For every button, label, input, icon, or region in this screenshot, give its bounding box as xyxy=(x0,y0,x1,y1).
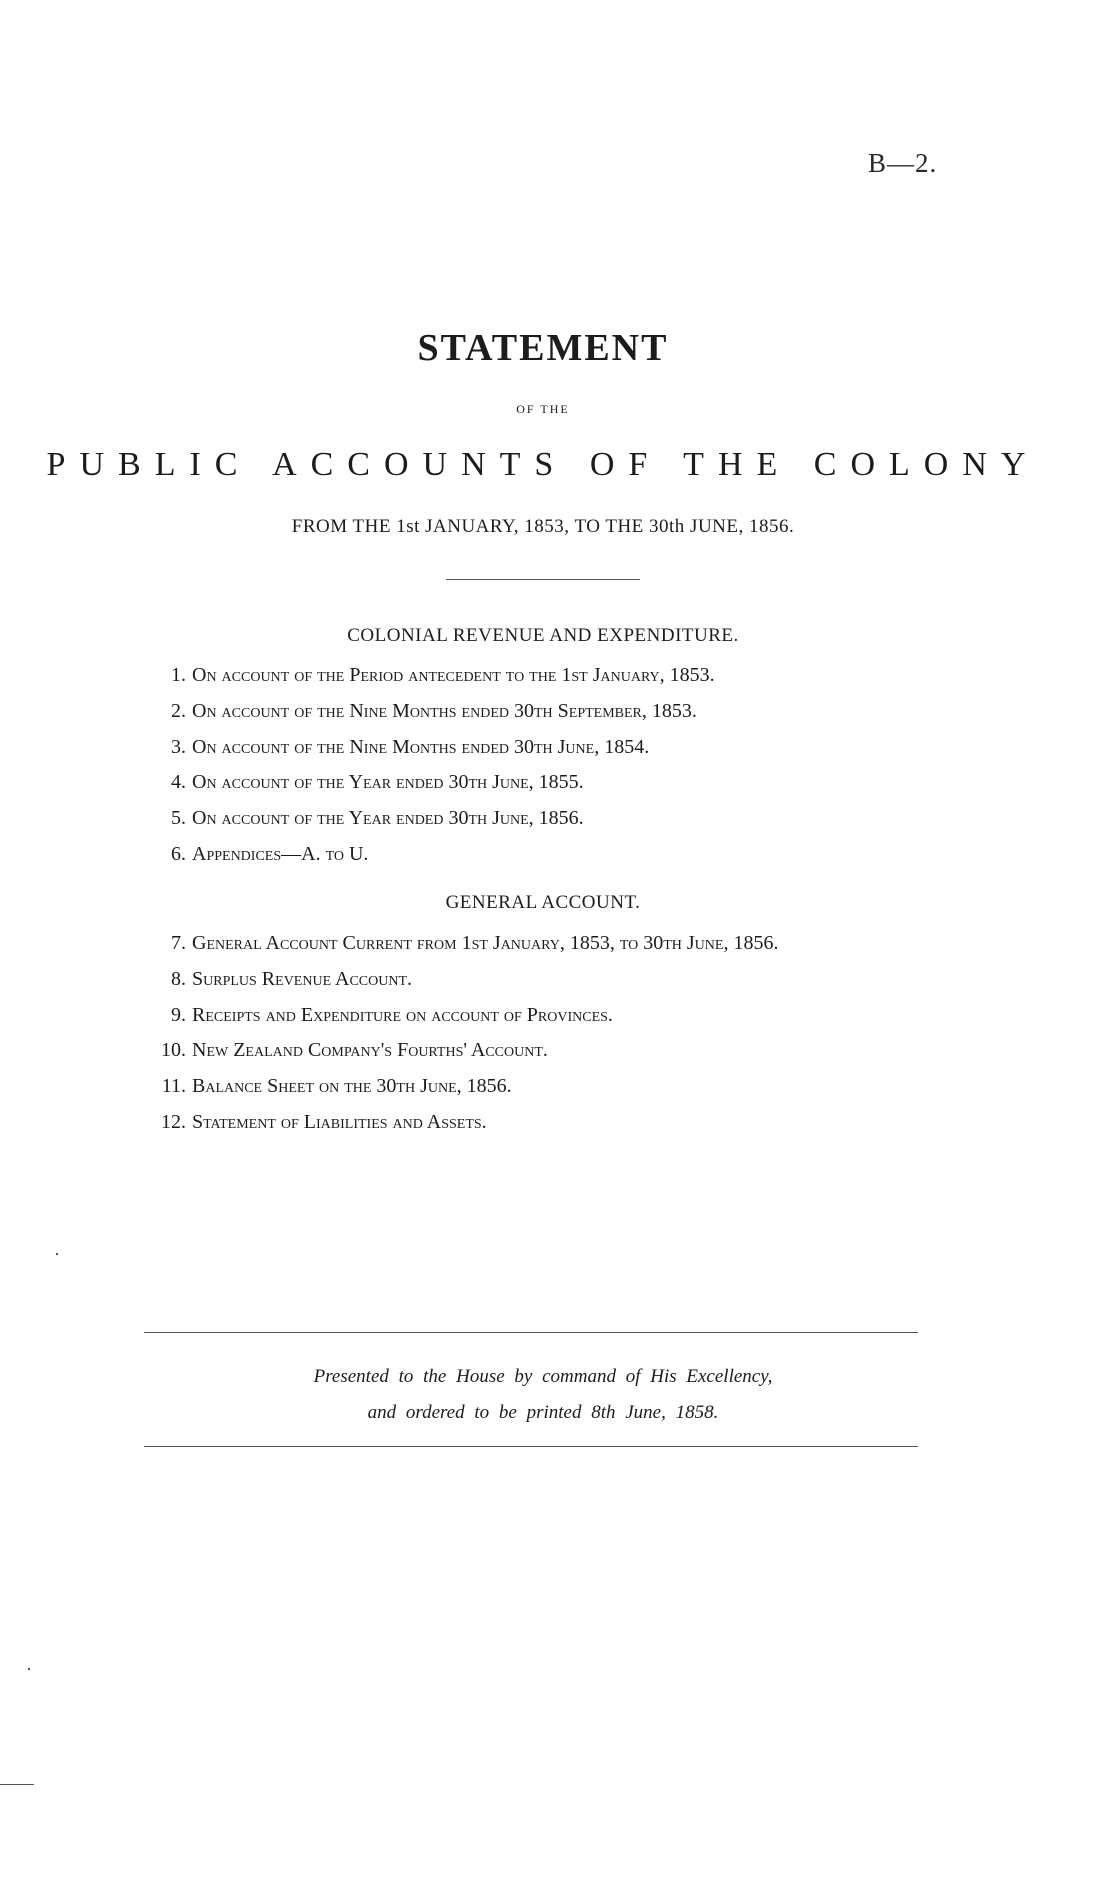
list-item: 6. Appendices—A. to U. xyxy=(171,842,369,865)
list-item: 4. On account of the Year ended 30th June, 1855. xyxy=(171,771,584,794)
list-item: 2. On account of the Nine Months ended 30th September, 1853. xyxy=(171,699,697,722)
general-contents-list xyxy=(146,932,778,1147)
list-item: 11. Balance Sheet on the 30th June, 1856. xyxy=(161,1075,512,1098)
list-item: 12. Statement of Liabilities and Assets. xyxy=(161,1110,487,1133)
revenue-contents-list xyxy=(146,664,715,879)
presented-bottom-rule xyxy=(144,1446,918,1447)
list-item: 10. New Zealand Company's Fourths' Account. xyxy=(161,1039,548,1062)
document-period: FROM THE 1st JANUARY, 1853, TO THE 30th JUNE, 1856. xyxy=(291,516,795,537)
title-connector: OF THE xyxy=(516,402,570,416)
document-title: STATEMENT xyxy=(417,327,669,369)
title-divider xyxy=(446,579,640,580)
list-item: 3. On account of the Nine Months ended 30th June, 1854. xyxy=(171,735,650,758)
presented-line-1: Presented to the House by command of His Excellency, xyxy=(313,1366,773,1387)
list-item: 8. Surplus Revenue Account. xyxy=(171,967,413,990)
list-item: 5. On account of the Year ended 30th June, 1856. xyxy=(171,807,584,830)
revenue-section-heading: COLONIAL REVENUE AND EXPENDITURE. xyxy=(347,625,739,646)
margin-mark xyxy=(0,1784,34,1785)
presented-line-2: and ordered to be printed 8th June, 1858. xyxy=(367,1402,719,1423)
list-item: 1. On account of the Period antecedent to the 1st January, 1853. xyxy=(171,664,715,686)
list-item: 7. General Account Current from 1st January, 1853, to 30th June, 1856. xyxy=(171,932,779,954)
margin-speck xyxy=(56,1253,58,1255)
page-reference: B—2. xyxy=(868,148,938,178)
document-subject: PUBLIC ACCOUNTS OF THE COLONY xyxy=(46,446,1040,483)
margin-speck xyxy=(28,1668,30,1670)
list-item: 9. Receipts and Expenditure on account of Provinces. xyxy=(171,1003,613,1026)
presented-top-rule xyxy=(144,1332,918,1333)
general-section-heading: GENERAL ACCOUNT. xyxy=(445,892,641,913)
